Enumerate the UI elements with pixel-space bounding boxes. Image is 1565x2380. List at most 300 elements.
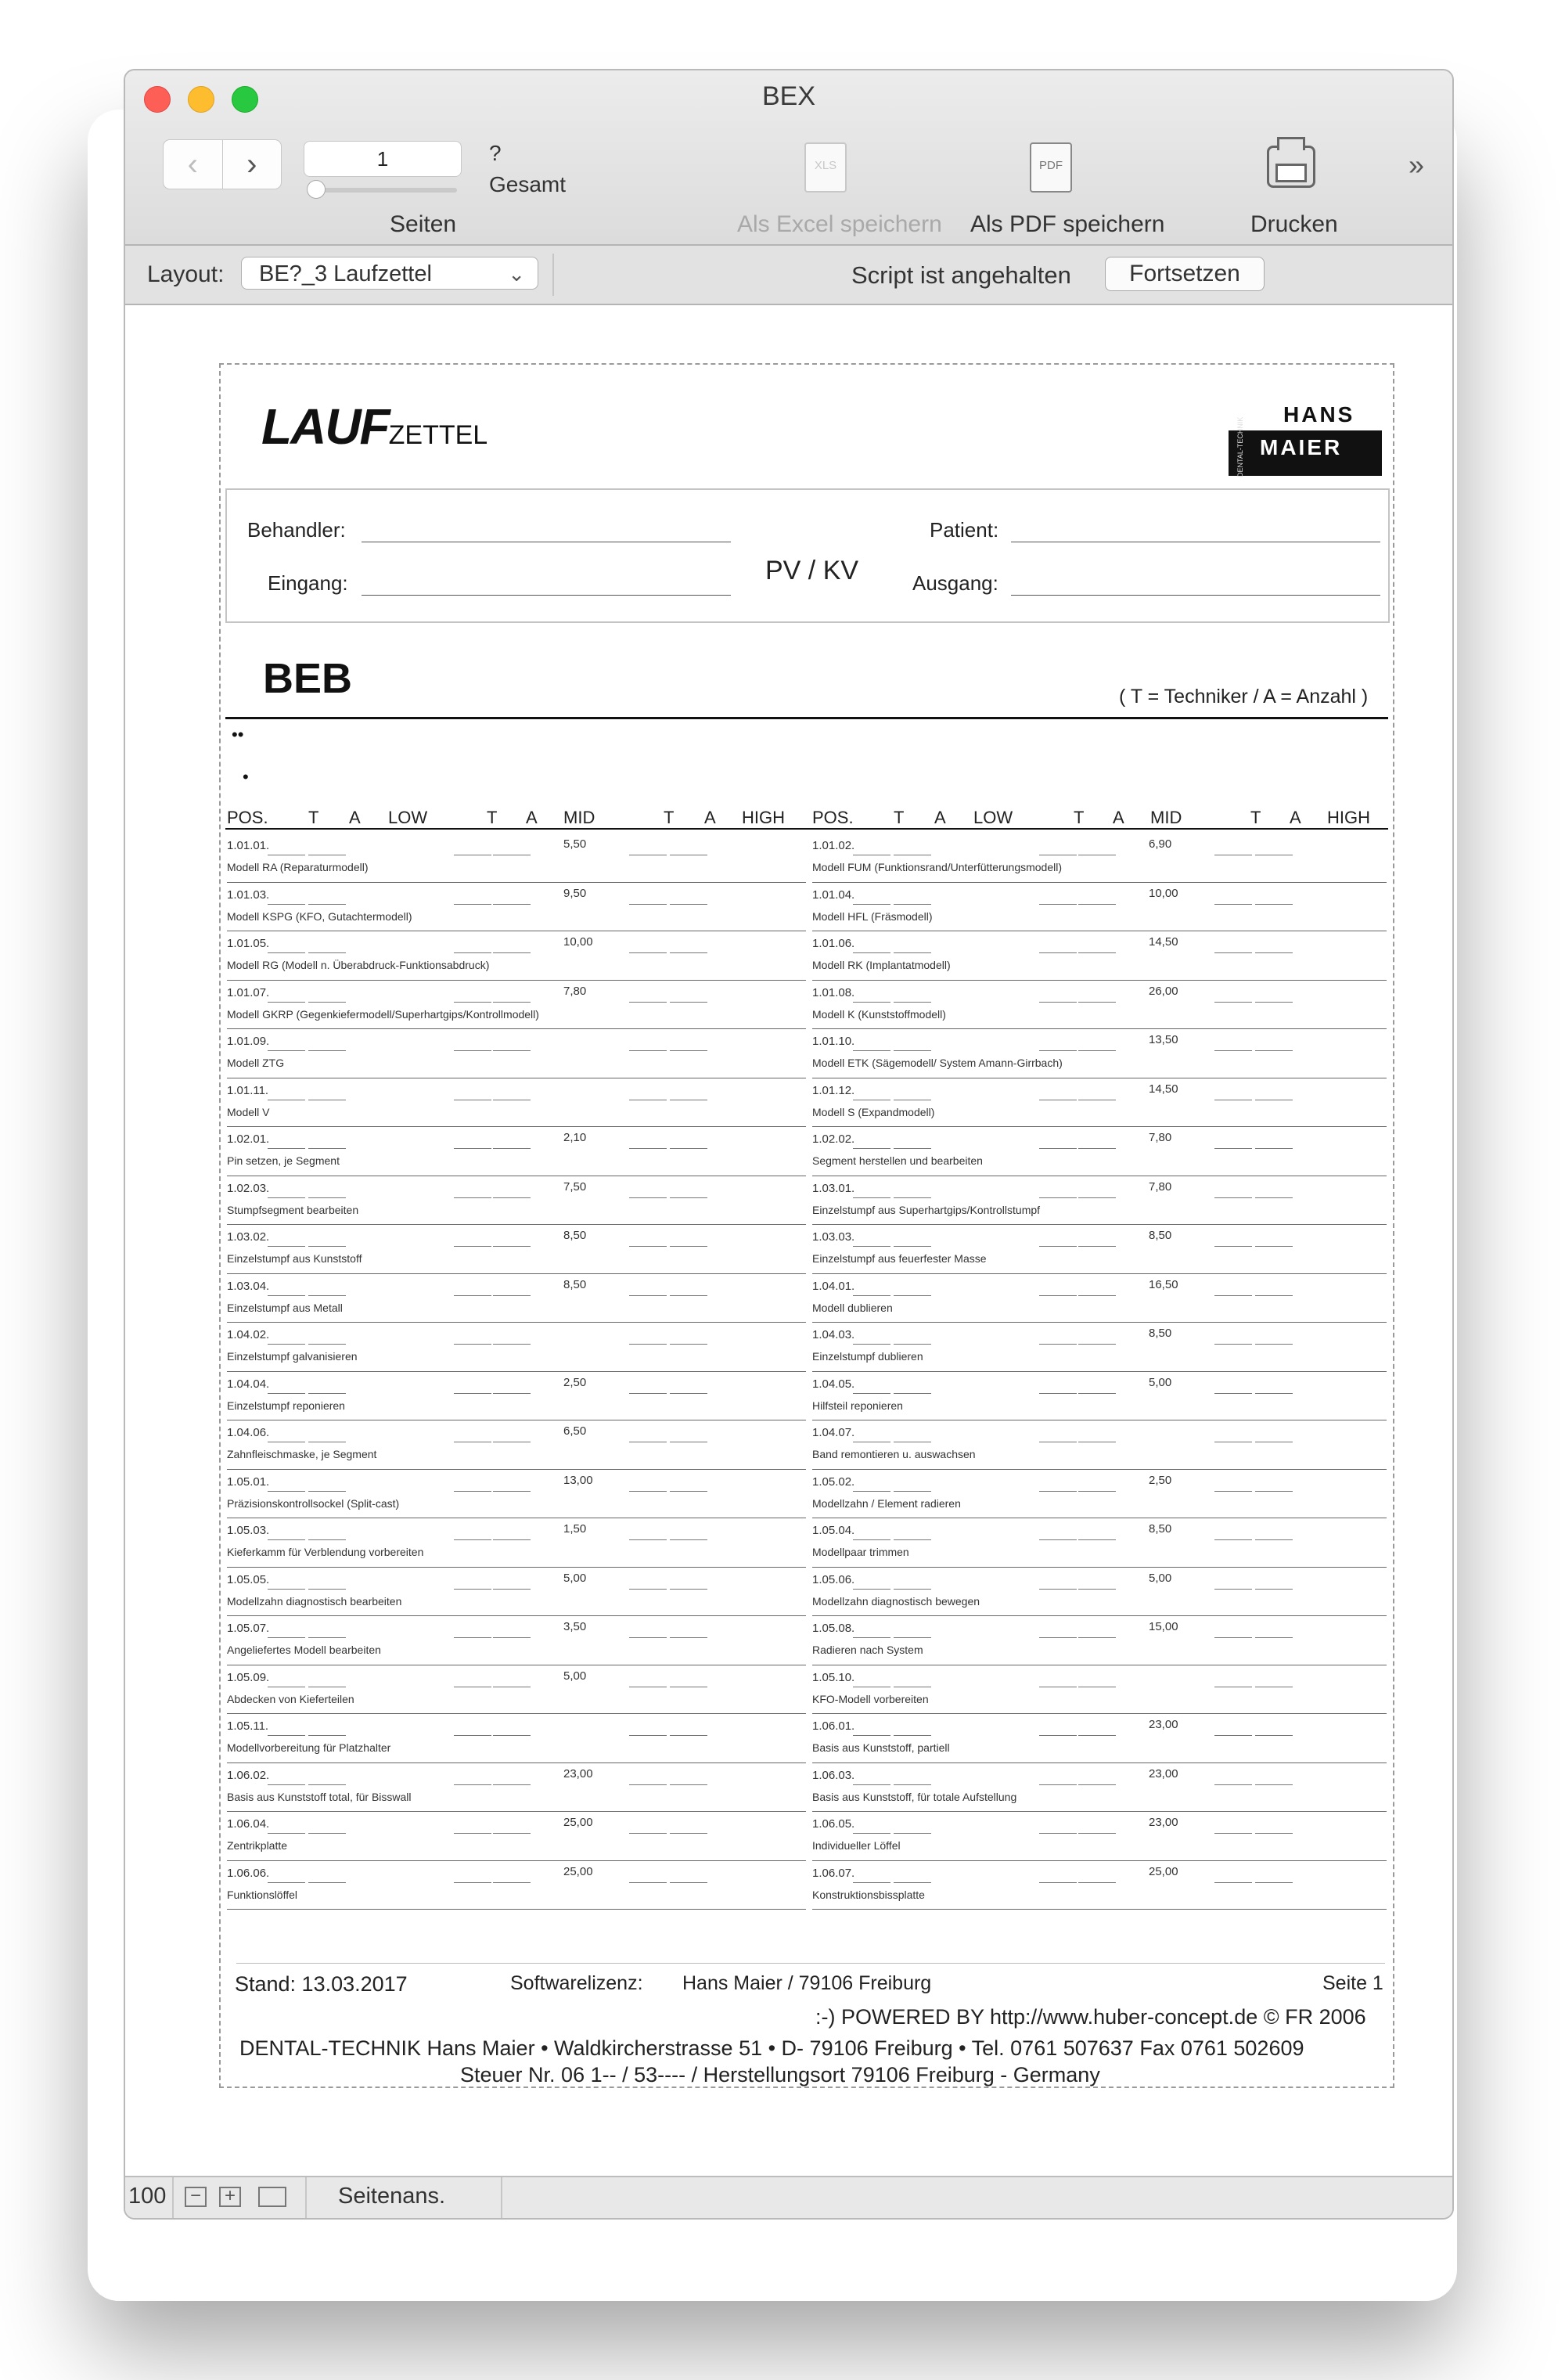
entry-field-line[interactable]	[1078, 1539, 1116, 1540]
entry-field-line[interactable]	[853, 1246, 890, 1247]
entry-field-line[interactable]	[1078, 1344, 1116, 1345]
position-description: Radieren nach System	[812, 1644, 923, 1656]
entry-field-line[interactable]	[308, 1491, 346, 1492]
entry-field-line[interactable]	[1078, 1148, 1116, 1149]
row-divider	[812, 1567, 1387, 1568]
entry-field-line[interactable]	[268, 1050, 305, 1051]
entry-field-line[interactable]	[1255, 952, 1293, 953]
entry-field-line[interactable]	[629, 1246, 667, 1247]
entry-field-line[interactable]	[1255, 1784, 1293, 1785]
marker-dot: •	[243, 767, 249, 787]
entry-field-line[interactable]	[308, 1050, 346, 1051]
entry-field-line[interactable]	[894, 1735, 931, 1736]
entry-field-line[interactable]	[268, 1344, 305, 1345]
total-label: Gesamt	[489, 172, 567, 196]
save-excel-button[interactable]: Als Excel speichern	[737, 211, 942, 237]
mid-price: 10,00	[563, 935, 593, 949]
entry-field-line[interactable]	[493, 1833, 531, 1834]
entry-field-line[interactable]	[1214, 1197, 1252, 1198]
row-divider	[812, 1811, 1387, 1812]
entry-field-line[interactable]	[853, 1637, 890, 1638]
entry-field-line[interactable]	[308, 1246, 346, 1247]
position-description: Einzelstumpf aus Metall	[227, 1301, 343, 1314]
position-description: Hilfsteil reponieren	[812, 1399, 903, 1412]
entry-field-line[interactable]	[268, 1539, 305, 1540]
entry-field-line[interactable]	[454, 1393, 491, 1394]
entry-field-line[interactable]	[629, 904, 667, 905]
entry-field-line[interactable]	[894, 904, 931, 905]
row-divider	[812, 1126, 1387, 1127]
page-slider-track[interactable]	[311, 188, 457, 193]
entry-field-line[interactable]	[454, 1784, 491, 1785]
entry-field-line[interactable]	[1214, 1735, 1252, 1736]
entry-field-line[interactable]	[454, 1833, 491, 1834]
entry-field-line[interactable]	[268, 1246, 305, 1247]
entry-field-line[interactable]	[1255, 1002, 1293, 1003]
entry-field-line[interactable]	[853, 1197, 890, 1198]
entry-field-line[interactable]	[493, 1491, 531, 1492]
entry-field-line[interactable]	[1078, 1637, 1116, 1638]
page-slider-knob[interactable]	[307, 180, 326, 199]
entry-field-line[interactable]	[493, 1539, 531, 1540]
position-description: Modell RA (Reparaturmodell)	[227, 861, 369, 873]
entry-field-line[interactable]	[1039, 1148, 1077, 1149]
entry-field-line[interactable]	[853, 1539, 890, 1540]
position-description: Modell FUM (Funktionsrand/Unterfütterungsmodell)	[812, 861, 1063, 873]
entry-field-line[interactable]	[1039, 952, 1077, 953]
entry-field-line[interactable]	[268, 1589, 305, 1590]
entry-field-line[interactable]	[1214, 1344, 1252, 1345]
position-description: KFO-Modell vorbereiten	[812, 1692, 929, 1705]
position-code: 1.03.01.	[812, 1181, 855, 1195]
position-code: 1.04.03.	[812, 1328, 855, 1341]
entry-field-line[interactable]	[894, 1589, 931, 1590]
entry-field-line[interactable]	[1039, 1589, 1077, 1590]
entry-field-line[interactable]	[308, 1833, 346, 1834]
position-code: 1.06.07.	[812, 1866, 855, 1880]
entry-field-line[interactable]	[894, 1246, 931, 1247]
position-description: Angeliefertes Modell bearbeiten	[227, 1644, 381, 1656]
position-code: 1.04.07.	[812, 1426, 855, 1439]
entry-field-line[interactable]	[1078, 1735, 1116, 1736]
entry-field-line[interactable]	[1039, 1833, 1077, 1834]
layout-select[interactable]	[241, 257, 538, 290]
entry-field-line[interactable]	[268, 1148, 305, 1149]
entry-field-line[interactable]	[894, 1344, 931, 1345]
entry-field-line[interactable]	[1214, 1295, 1252, 1296]
col-header-low-left: LOW	[388, 808, 428, 827]
entry-field-line[interactable]	[1078, 1589, 1116, 1590]
entry-field-line[interactable]	[1078, 1295, 1116, 1296]
entry-field-line[interactable]	[1214, 1246, 1252, 1247]
entry-field-line[interactable]	[670, 1050, 707, 1051]
entry-field-line[interactable]	[1255, 1491, 1293, 1492]
position-description: Modell GKRP (Gegenkiefermodell/Superhartgips/Kontrollmodell)	[227, 1007, 539, 1021]
entry-field-line[interactable]	[1039, 1295, 1077, 1296]
position-description: Einzelstumpf dublieren	[812, 1350, 923, 1363]
entry-field-line[interactable]	[308, 1784, 346, 1785]
entry-field-line[interactable]	[1078, 1197, 1116, 1198]
entry-field-line[interactable]	[670, 1295, 707, 1296]
entry-field-line[interactable]	[629, 1539, 667, 1540]
row-divider	[227, 1028, 806, 1029]
entry-field-line[interactable]	[670, 1637, 707, 1638]
entry-field-line[interactable]	[493, 1882, 531, 1883]
mid-price: 8,50	[1149, 1229, 1172, 1242]
layoutbar-divider	[552, 254, 554, 296]
entry-field-line[interactable]	[894, 1637, 931, 1638]
printer-icon[interactable]	[1267, 146, 1315, 188]
mid-price: 5,00	[563, 1669, 587, 1683]
entry-field-line[interactable]	[670, 1246, 707, 1247]
entry-field-line[interactable]	[1078, 1393, 1116, 1394]
mid-price: 7,80	[563, 984, 587, 998]
entry-field-line[interactable]	[308, 1002, 346, 1003]
entry-field-line[interactable]	[1255, 1393, 1293, 1394]
entry-field-line[interactable]	[629, 1882, 667, 1883]
entry-field-line[interactable]	[1255, 1295, 1293, 1296]
ausgang-line	[1011, 595, 1380, 596]
entry-field-line[interactable]	[1214, 1539, 1252, 1540]
zoom-in-icon[interactable]: +	[219, 2187, 241, 2207]
entry-field-line[interactable]	[894, 1784, 931, 1785]
toolbar-overflow-icon[interactable]: »	[1408, 149, 1425, 181]
entry-field-line[interactable]	[853, 1784, 890, 1785]
save-pdf-button[interactable]: Als PDF speichern	[970, 211, 1165, 237]
brand-side-text: DENTAL-TECHNIK	[1236, 416, 1244, 477]
entry-field-line[interactable]	[1039, 1002, 1077, 1003]
chevron-right-icon[interactable]: ›	[246, 146, 257, 182]
entry-field-line[interactable]	[1255, 1882, 1293, 1883]
entry-field-line[interactable]	[454, 904, 491, 905]
entry-field-line[interactable]	[629, 1784, 667, 1785]
mid-price: 9,50	[563, 886, 587, 900]
entry-field-line[interactable]	[268, 1833, 305, 1834]
entry-field-line[interactable]	[308, 1637, 346, 1638]
row-divider	[227, 1273, 806, 1274]
view-mode[interactable]: Seitenans.	[338, 2184, 446, 2209]
entry-field-line[interactable]	[308, 1393, 346, 1394]
entry-field-line[interactable]	[268, 952, 305, 953]
entry-field-line[interactable]	[1255, 1148, 1293, 1149]
entry-field-line[interactable]	[894, 952, 931, 953]
entry-field-line[interactable]	[1214, 1589, 1252, 1590]
layout-selected-value: BE?_3 Laufzettel	[259, 261, 432, 286]
mid-price: 13,50	[1149, 1033, 1178, 1046]
entry-field-line[interactable]	[1214, 1002, 1252, 1003]
zoom-out-icon[interactable]: −	[185, 2187, 207, 2207]
entry-field-line[interactable]	[894, 1393, 931, 1394]
entry-field-line[interactable]	[268, 1002, 305, 1003]
entry-field-line[interactable]	[853, 1589, 890, 1590]
entry-field-line[interactable]	[454, 1050, 491, 1051]
entry-field-line[interactable]	[629, 952, 667, 953]
entry-field-line[interactable]	[894, 1295, 931, 1296]
entry-field-line[interactable]	[670, 1393, 707, 1394]
entry-field-line[interactable]	[853, 1344, 890, 1345]
entry-field-line[interactable]	[308, 1589, 346, 1590]
entry-field-line[interactable]	[1039, 1784, 1077, 1785]
entry-field-line[interactable]	[894, 1539, 931, 1540]
pdf-file-icon[interactable]: PDF	[1030, 142, 1072, 193]
entry-field-line[interactable]	[1214, 1393, 1252, 1394]
entry-field-line[interactable]	[454, 1539, 491, 1540]
entry-field-line[interactable]	[268, 1637, 305, 1638]
page-number-field[interactable]: 1	[304, 141, 462, 177]
entry-field-line[interactable]	[1255, 1539, 1293, 1540]
position-description: Modell KSPG (KFO, Gutachtermodell)	[227, 909, 412, 923]
position-description: Individueller Löffel	[812, 1839, 901, 1852]
entry-field-line[interactable]	[1078, 1491, 1116, 1492]
entry-field-line[interactable]	[1039, 1246, 1077, 1247]
entry-field-line[interactable]	[1039, 1735, 1077, 1736]
entry-field-line[interactable]	[454, 1197, 491, 1198]
entry-field-line[interactable]	[454, 1882, 491, 1883]
position-code: 1.05.01.	[227, 1474, 270, 1489]
entry-field-line[interactable]	[308, 1344, 346, 1345]
entry-field-line[interactable]	[493, 904, 531, 905]
window-title: BEX	[761, 81, 816, 111]
entry-field-line[interactable]	[493, 1246, 531, 1247]
chevron-down-icon: ⌄	[508, 262, 525, 286]
position-description: Konstruktionsbissplatte	[812, 1888, 925, 1901]
entry-field-line[interactable]	[1078, 1246, 1116, 1247]
entry-field-line[interactable]	[454, 1589, 491, 1590]
entry-field-line[interactable]	[670, 1002, 707, 1003]
entry-field-line[interactable]	[1078, 1833, 1116, 1834]
entry-field-line[interactable]	[894, 1882, 931, 1883]
entry-field-line[interactable]	[670, 1784, 707, 1785]
entry-field-line[interactable]	[1255, 904, 1293, 905]
entry-field-line[interactable]	[853, 1735, 890, 1736]
entry-field-line[interactable]	[308, 1295, 346, 1296]
mid-price: 5,50	[563, 837, 587, 851]
entry-field-line[interactable]	[1078, 952, 1116, 953]
entry-field-line[interactable]	[1255, 1050, 1293, 1051]
position-description: Kieferkamm für Verblendung vorbereiten	[227, 1546, 424, 1558]
entry-field-line[interactable]	[454, 1637, 491, 1638]
entry-field-line[interactable]	[629, 1637, 667, 1638]
entry-field-line[interactable]	[670, 1833, 707, 1834]
entry-field-line[interactable]	[853, 1148, 890, 1149]
entry-field-line[interactable]	[670, 1148, 707, 1149]
entry-field-line[interactable]	[268, 1295, 305, 1296]
col-header-a-right-low: A	[934, 808, 946, 827]
entry-field-line[interactable]	[1078, 1050, 1116, 1051]
entry-field-line[interactable]	[454, 1344, 491, 1345]
entry-field-line[interactable]	[1255, 1589, 1293, 1590]
entry-field-line[interactable]	[1039, 1539, 1077, 1540]
excel-file-icon[interactable]: XLS	[804, 142, 847, 193]
entry-field-line[interactable]	[629, 1833, 667, 1834]
entry-field-line[interactable]	[454, 1246, 491, 1247]
mid-price: 14,50	[1149, 935, 1178, 949]
entry-field-line[interactable]	[1214, 952, 1252, 953]
entry-field-line[interactable]	[1078, 1002, 1116, 1003]
entry-field-line[interactable]	[493, 1637, 531, 1638]
entry-field-line[interactable]	[268, 1735, 305, 1736]
entry-field-line[interactable]	[894, 1491, 931, 1492]
entry-field-line[interactable]	[493, 1197, 531, 1198]
entry-field-line[interactable]	[1255, 1197, 1293, 1198]
entry-field-line[interactable]	[1039, 1197, 1077, 1198]
report-title	[261, 398, 487, 455]
entry-field-line[interactable]	[629, 1197, 667, 1198]
entry-field-line[interactable]	[853, 1295, 890, 1296]
entry-field-line[interactable]	[1039, 1393, 1077, 1394]
entry-field-line[interactable]	[629, 1295, 667, 1296]
position-description: Einzelstumpf aus Superhartgips/Kontrollstumpf	[812, 1203, 1041, 1216]
mid-price: 8,50	[1149, 1522, 1172, 1536]
entry-field-line[interactable]	[629, 1393, 667, 1394]
entry-field-line[interactable]	[1255, 1344, 1293, 1345]
entry-field-line[interactable]	[268, 1784, 305, 1785]
row-divider	[227, 1811, 806, 1812]
entry-field-line[interactable]	[454, 1002, 491, 1003]
toggle-toolbar-icon[interactable]	[258, 2187, 286, 2207]
entry-field-line[interactable]	[493, 1002, 531, 1003]
entry-field-line[interactable]	[629, 1050, 667, 1051]
entry-field-line[interactable]	[853, 1833, 890, 1834]
entry-field-line[interactable]	[670, 952, 707, 953]
report-page	[219, 363, 1394, 2088]
entry-field-line[interactable]	[1214, 1148, 1252, 1149]
row-divider	[227, 1615, 806, 1616]
entry-field-line[interactable]	[1078, 904, 1116, 905]
entry-field-line[interactable]	[308, 1197, 346, 1198]
entry-field-line[interactable]	[853, 1002, 890, 1003]
entry-field-line[interactable]	[308, 1539, 346, 1540]
col-header-t-left-high: T	[664, 808, 675, 827]
entry-field-line[interactable]	[454, 1148, 491, 1149]
entry-field-line[interactable]	[629, 1148, 667, 1149]
entry-field-line[interactable]	[1078, 1784, 1116, 1785]
entry-field-line[interactable]	[853, 904, 890, 905]
entry-field-line[interactable]	[670, 904, 707, 905]
position-code: 1.03.02.	[227, 1230, 270, 1244]
entry-field-line[interactable]	[670, 1735, 707, 1736]
entry-field-line[interactable]	[1214, 1637, 1252, 1638]
entry-field-line[interactable]	[894, 1197, 931, 1198]
entry-field-line[interactable]	[629, 1002, 667, 1003]
entry-field-line[interactable]	[853, 952, 890, 953]
entry-field-line[interactable]	[268, 1491, 305, 1492]
entry-field-line[interactable]	[853, 1050, 890, 1051]
entry-field-line[interactable]	[454, 1735, 491, 1736]
entry-field-line[interactable]	[493, 1148, 531, 1149]
col-header-t-right-low: T	[894, 808, 905, 827]
entry-field-line[interactable]	[493, 1735, 531, 1736]
position-description: Modellzahn diagnostisch bewegen	[812, 1594, 980, 1608]
entry-field-line[interactable]	[454, 952, 491, 953]
entry-field-line[interactable]	[894, 1833, 931, 1834]
entry-field-line[interactable]	[1039, 1050, 1077, 1051]
entry-field-line[interactable]	[629, 1589, 667, 1590]
entry-field-line[interactable]	[894, 1148, 931, 1149]
entry-field-line[interactable]	[1255, 1833, 1293, 1834]
row-divider	[812, 1615, 1387, 1616]
entry-field-line[interactable]	[894, 1050, 931, 1051]
entry-field-line[interactable]	[1255, 1246, 1293, 1247]
entry-field-line[interactable]	[493, 1589, 531, 1590]
entry-field-line[interactable]	[268, 904, 305, 905]
row-divider	[812, 1224, 1387, 1225]
entry-field-line[interactable]	[1255, 1735, 1293, 1736]
entry-field-line[interactable]	[629, 1491, 667, 1492]
position-code: 1.01.09.	[227, 1035, 270, 1048]
entry-field-line[interactable]	[629, 1735, 667, 1736]
entry-field-line[interactable]	[493, 1295, 531, 1296]
entry-field-line[interactable]	[1039, 1491, 1077, 1492]
col-header-t-left-mid: T	[487, 808, 498, 827]
entry-field-line[interactable]	[894, 1002, 931, 1003]
entry-field-line[interactable]	[853, 1393, 890, 1394]
entry-field-line[interactable]	[1214, 1882, 1252, 1883]
entry-field-line[interactable]	[268, 1197, 305, 1198]
total-pages	[489, 138, 566, 200]
entry-field-line[interactable]	[670, 1491, 707, 1492]
entry-field-line[interactable]	[670, 1882, 707, 1883]
chevron-left-icon[interactable]: ‹	[164, 140, 223, 189]
entry-field-line[interactable]	[1214, 1491, 1252, 1492]
statusbar-divider	[305, 2177, 307, 2218]
entry-field-line[interactable]	[853, 1882, 890, 1883]
entry-field-line[interactable]	[493, 1344, 531, 1345]
entry-field-line[interactable]	[1214, 1050, 1252, 1051]
entry-field-line[interactable]	[1214, 1833, 1252, 1834]
entry-field-line[interactable]	[1039, 1637, 1077, 1638]
entry-field-line[interactable]	[1039, 1344, 1077, 1345]
entry-field-line[interactable]	[670, 1539, 707, 1540]
entry-field-line[interactable]	[670, 1589, 707, 1590]
entry-field-line[interactable]	[1078, 1882, 1116, 1883]
entry-field-line[interactable]	[268, 1882, 305, 1883]
entry-field-line[interactable]	[1214, 1784, 1252, 1785]
entry-field-line[interactable]	[308, 952, 346, 953]
zoom-level[interactable]: 100	[128, 2184, 167, 2209]
entry-field-line[interactable]	[308, 1148, 346, 1149]
script-status: Script ist angehalten	[851, 261, 1071, 289]
col-header-low-right: LOW	[973, 808, 1013, 827]
continue-button[interactable]: Fortsetzen	[1105, 257, 1265, 291]
entry-field-line[interactable]	[308, 904, 346, 905]
position-code: 1.01.12.	[812, 1083, 855, 1097]
entry-field-line[interactable]	[454, 1491, 491, 1492]
entry-field-line[interactable]	[1255, 1637, 1293, 1638]
entry-field-line[interactable]	[853, 1491, 890, 1492]
entry-field-line[interactable]	[308, 1882, 346, 1883]
col-header-high-right: HIGH	[1327, 808, 1370, 827]
entry-field-line[interactable]	[493, 952, 531, 953]
position-code: 1.01.01.	[227, 839, 270, 852]
entry-field-line[interactable]	[308, 1735, 346, 1736]
entry-field-line[interactable]	[493, 1784, 531, 1785]
position-description: Modellvorbereitung für Platzhalter	[227, 1741, 391, 1754]
entry-field-line[interactable]	[268, 1393, 305, 1394]
entry-field-line[interactable]	[670, 1197, 707, 1198]
entry-field-line[interactable]	[670, 1344, 707, 1345]
entry-field-line[interactable]	[1039, 904, 1077, 905]
entry-field-line[interactable]	[454, 1295, 491, 1296]
entry-field-line[interactable]	[1214, 904, 1252, 905]
entry-field-line[interactable]	[493, 1393, 531, 1394]
position-description: Segment herstellen und bearbeiten	[812, 1154, 983, 1167]
print-button[interactable]: Drucken	[1250, 211, 1338, 237]
entry-field-line[interactable]	[1039, 1882, 1077, 1883]
position-description: Modell dublieren	[812, 1301, 893, 1314]
entry-field-line[interactable]	[629, 1344, 667, 1345]
entry-field-line[interactable]	[493, 1050, 531, 1051]
